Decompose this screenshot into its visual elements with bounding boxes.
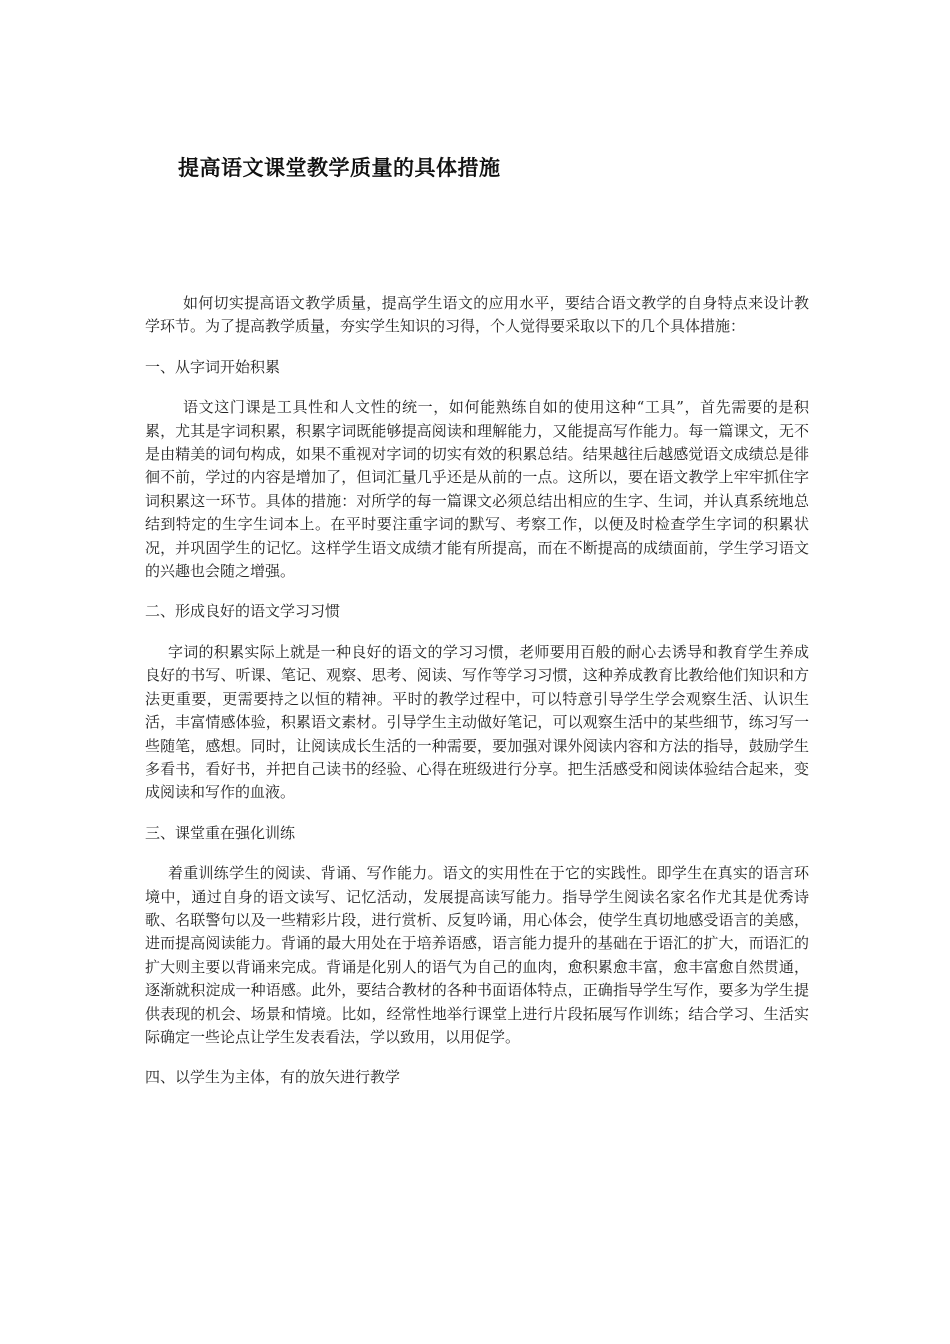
section-heading-2: 二、形成良好的语文学习习惯 [145,602,341,621]
section-heading-3: 三、课堂重在强化训练 [145,823,296,842]
section-heading-4: 四、以学生为主体，有的放矢进行教学 [145,1068,401,1087]
intro-paragraph: 如何切实提高语文教学质量，提高学生语文的应用水平，要结合语文教学的自身特点来设计教学环节。为了提高教学质量，夯实学生知识的习得，个人觉得要采取以下的几个具体措施： [145,294,809,336]
section-paragraph-2: 字词的积累实际上就是一种良好的语文的学习习惯，老师要用百般的耐心去诱导和教育学生养成良好的书写、听课、笔记、观察、思考、阅读、写作等学习习惯，这种养成教育比教给他们知识和方法更重要，更需要持之以恒的精神。平时的教学过程中，可以特意引导学生学会观察生活、认识生活，丰富情感体验，积累语文素材。引导学生主动做好笔记，可以观察生活中的某些细节，练习写一些随笔，感想。同时，让阅读成长生活的一种需要，要加强对课外阅读内容和方法的指导，鼓励学生多看书，看好书，并把自己读书的经验、心得在班级进行分享。把生活感受和阅读体验结合起来，变成阅读和写作的血液。 [145,642,809,802]
section-heading-1: 一、从字词开始积累 [145,357,281,376]
document-body [145,292,809,1107]
section-paragraph-1: 语文这门课是工具性和人文性的统一，如何能熟练自如的使用这种“工具”，首先需要的是积累，尤其是字词积累，积累字词既能够提高阅读和理解能力，又能提高写作能力。每一篇课文，无不是由精美的词句构成，如果不重视对字词的切实有效的积累总结。结果越往后越感觉语文成绩总是徘徊不前，学过的内容是增加了，但词汇量几乎还是从前的一点。这所以，要在语文教学上牢牢抓住字词积累这一环节。具体的措施：对所学的每一篇课文必须总结出相应的生字、生词，并认真系统地总结到特定的生字生词本上。在平时要注重字词的默写、考察工作，以便及时检查学生字词的积累状况，并巩固学生的记忆。这样学生语文成绩才能有所提高，而在不断提高的成绩面前，学生学习语文的兴趣也会随之增强。 [145,398,809,581]
document-title: 提高语文课堂教学质量的具体措施 [178,155,501,180]
section-paragraph-3: 着重训练学生的阅读、背诵、写作能力。语文的实用性在于它的实践性。即学生在真实的语言环境中，通过自身的语文读写、记忆活动，发展提高读写能力。指导学生阅读名家名作尤其是优秀诗歌、名联警句以及一些精彩片段，进行赏析、反复吟诵，用心体会，使学生真切地感受语言的美感，进而提高阅读能力。背诵的最大用处在于培养语感，语言能力提升的基础在于语汇的扩大，而语汇的扩大则主要以背诵来完成。背诵是化别人的语气为自己的血肉，愈积累愈丰富，愈丰富愈自然贯通，逐渐就积淀成一种语感。此外，要结合教材的各种书面语体特点，正确指导学生写作，要多为学生提供表现的机会、场景和情境。比如，经常性地举行课堂上进行片段拓展写作训练；结合学习、生活实际确定一些论点让学生发表看法，学以致用，以用促学。 [145,864,809,1046]
